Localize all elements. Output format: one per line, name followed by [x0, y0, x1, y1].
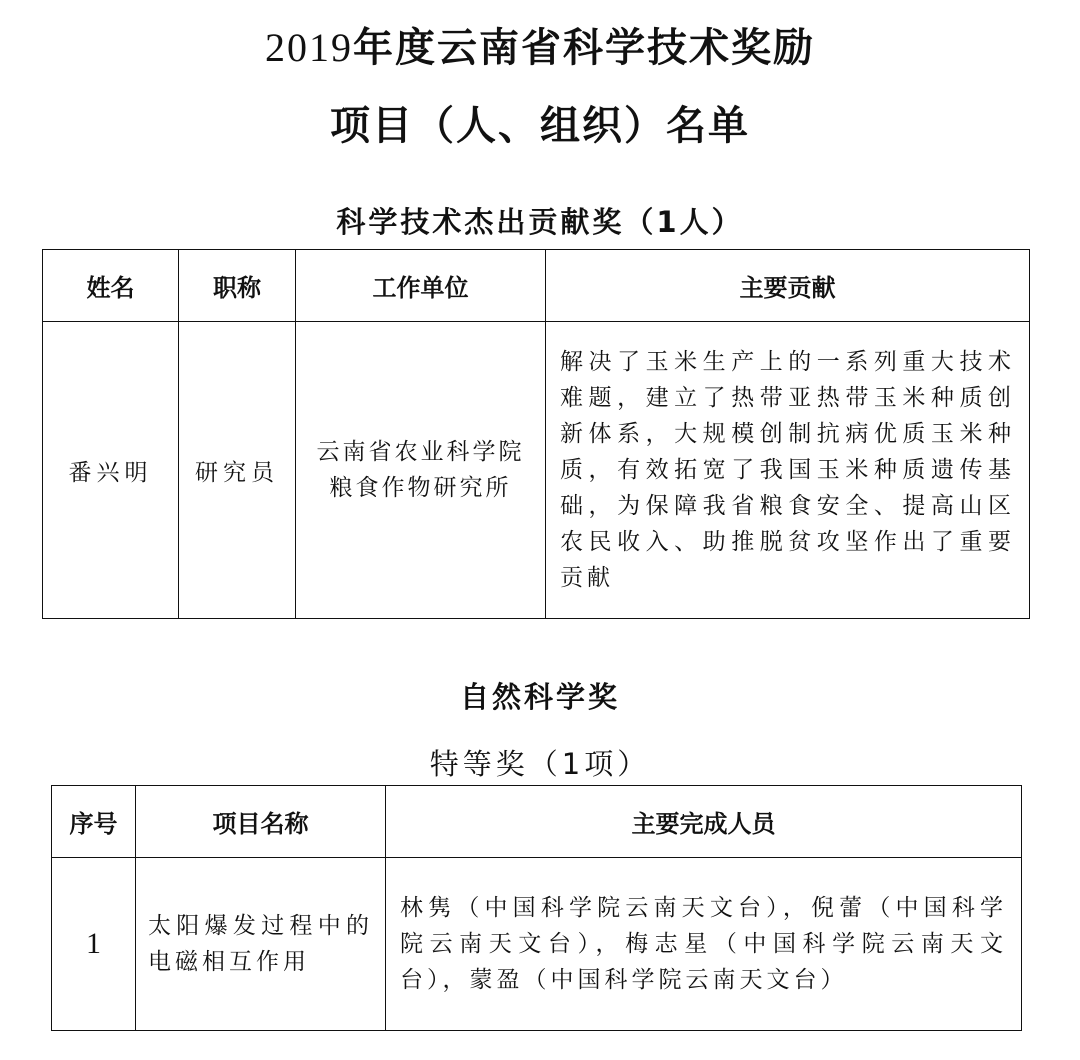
header-org: 工作单位	[296, 250, 546, 322]
cell-contribution: 解决了玉米生产上的一系列重大技术难题，建立了热带亚热带玉米种质创新体系，大规模创制抗病优质玉米种质，有效拓宽了我国玉米种质遗传基础，为保障我省粮食安全、提高山区农民收入、助推脱贫攻坚作出了重要贡献	[546, 322, 1030, 619]
cell-people: 林隽（中国科学院云南天文台），倪蕾（中国科学院云南天文台），梅志星（中国科学院云南天文台），蒙盈（中国科学院云南天文台）	[386, 858, 1022, 1031]
cell-project: 太阳爆发过程中的电磁相互作用	[136, 858, 386, 1031]
title-line1-text: 年度云南省科学技术奖励	[353, 25, 815, 71]
cell-org	[296, 322, 546, 619]
cell-name: 番兴明	[43, 322, 179, 619]
document-title-line2: 项目（人、组织）名单	[330, 103, 750, 149]
header-contribution: 主要贡献	[546, 250, 1030, 322]
natural-science-table	[51, 785, 1022, 1031]
title-year: 2019	[265, 25, 353, 70]
org-line1: 云南省农业科学院	[316, 439, 525, 465]
section2-heading: 自然科学奖	[459, 680, 620, 714]
header-people: 主要完成人员	[386, 786, 1022, 858]
table-row	[43, 322, 1030, 619]
cell-title: 研究员	[179, 322, 296, 619]
table-header-row	[43, 250, 1030, 322]
table-header-row	[52, 786, 1022, 858]
outstanding-contribution-table	[42, 249, 1030, 619]
header-index: 序号	[52, 786, 136, 858]
section2-subheading: 特等奖（1项）	[429, 747, 651, 781]
org-line2: 粮食作物研究所	[329, 475, 512, 501]
table-row	[52, 858, 1022, 1031]
cell-index: 1	[52, 858, 136, 1031]
document-title-line1	[0, 16, 1080, 73]
header-name: 姓名	[43, 250, 179, 322]
header-title: 职称	[179, 250, 296, 322]
header-project: 项目名称	[136, 786, 386, 858]
section1-heading: 科学技术杰出贡献奖（1人）	[336, 205, 744, 239]
